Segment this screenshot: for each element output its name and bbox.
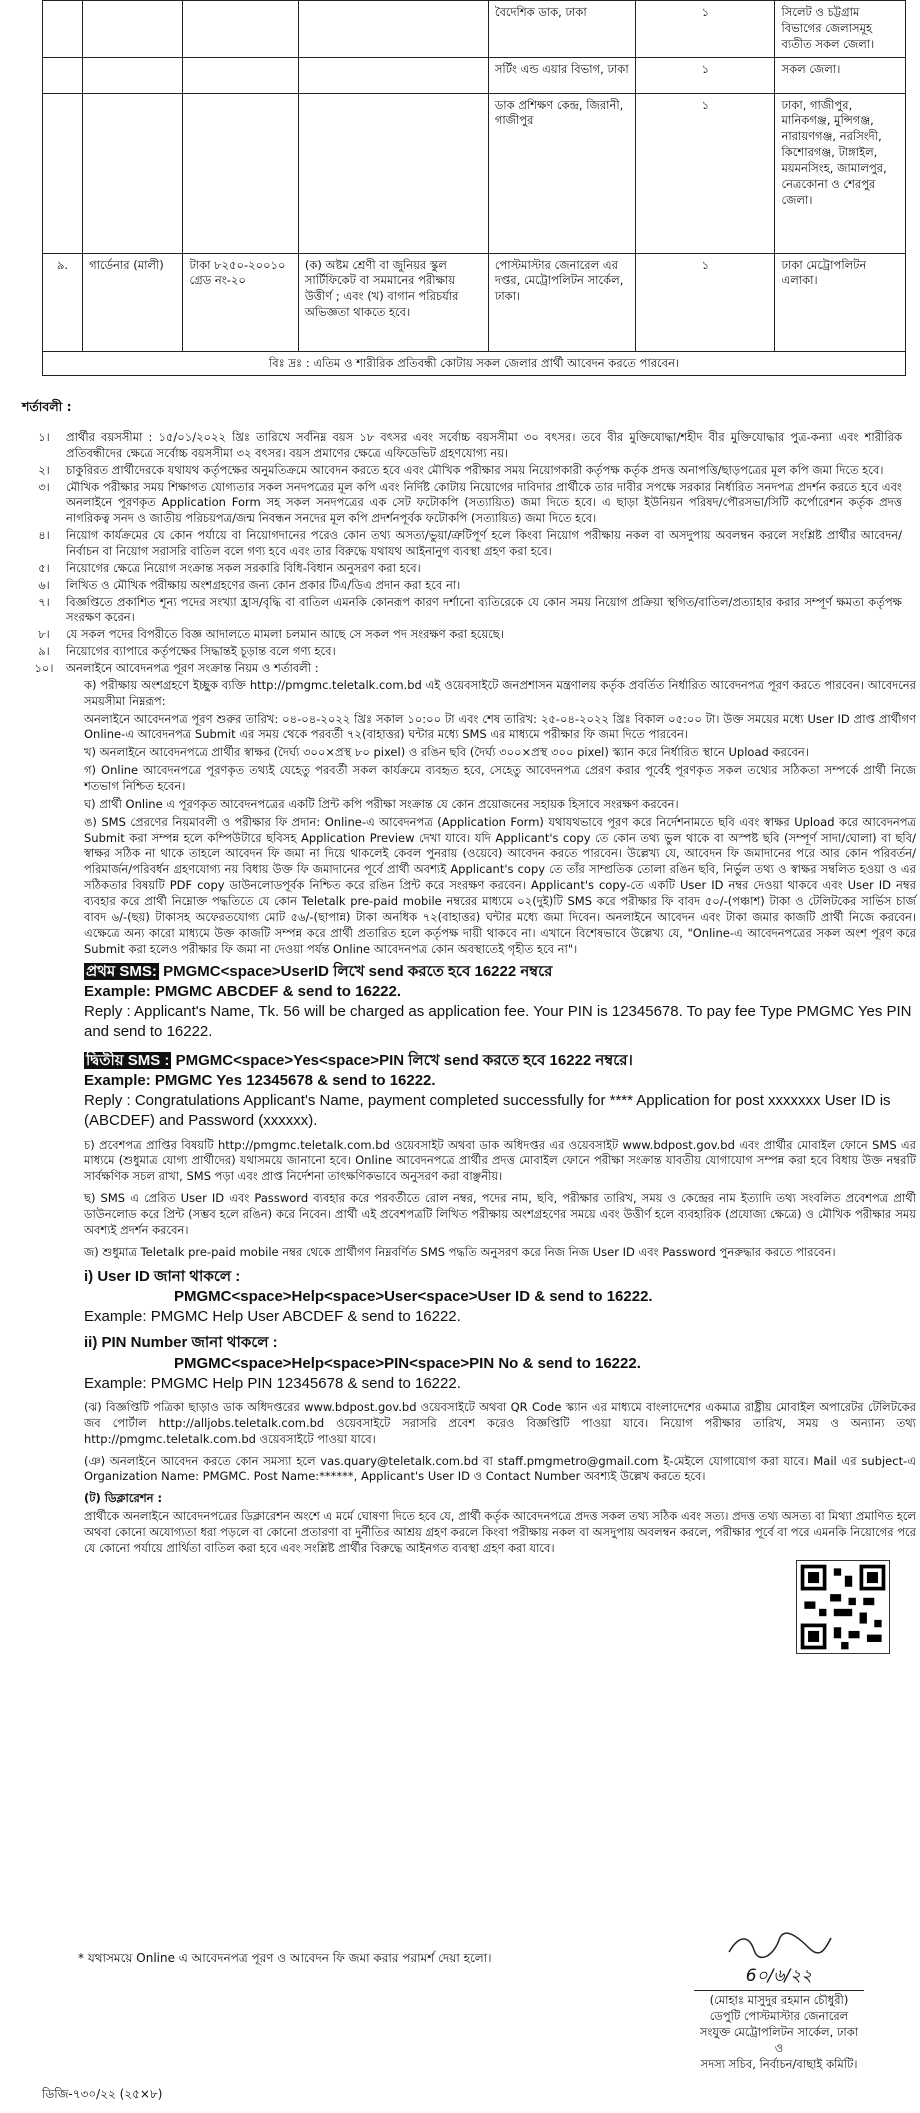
list-item: ১। প্রার্থীর বয়সসীমা : ১৫/০১/২০২২ খ্রিঃ তারিখে সর্বনিম্ন বয়স ১৮ বৎসর এবং সর্বোচ্চ বয়সসীমা ৩০ বৎসর। তবে বীর মুক্তিযোদ্ধা/শহীদ বীর মুক্তিযোদ্ধার পুত্র-কন্যা এবং শারীরিক প্রতিবন্ধীদের ক্ষেত্রে সর্বোচ্চ বয়সসীমা ৩২ বৎসর। বয়স প্রমাণের ক্ষেত্রে এফিডেভিট গ্রহণযোগ্য নয়। <box>38 430 902 460</box>
office-cell: পোস্টমাস্টার জেনারেল এর দপ্তর, মেট্রোপলিটন সার্কেল, ঢাকা। <box>488 253 635 351</box>
list-item: ৭। বিজ্ঞপ্তিতে প্রকাশিত শূন্য পদের সংখ্যা হ্রাস/বৃদ্ধি বা বাতিল এমনকি কোনরূপ কারণ দর্শানো ব্যতিরেকে যে কোন সময় নিয়োগ প্রক্রিয়া স্থগিত/বাতিল/প্রত্যাহার করার সম্পূর্ণ ক্ষমতা কর্তৃপক্ষ সংরক্ষণ করেন। <box>38 594 902 625</box>
signature-block <box>664 1930 894 2073</box>
sub-clause-gha: ঘ) প্রার্থী Online এ পূরণকৃত আবেদনপত্রের একটি প্রিন্ট কপি পরীক্ষা সংক্রান্ত যে কোন প্রয়োজনের সহায়ক হিসাবে সংরক্ষণ করবেন। <box>84 796 679 811</box>
list-item: ৫। নিয়োগের ক্ষেত্রে নিয়োগ সংক্রান্ত সকল সরকারি বিধি-বিধান অনুসরণ করা হবে। <box>38 560 421 575</box>
uid-format: PMGMC<space>Help<space>User<space>User ID & send to 16222. <box>174 1287 653 1305</box>
sms2-reply: Reply : Congratulations Applicant's Name, payment completed successfully for **** Application for post xxxxxxx User ID is (ABCDEF) and Password (xxxxxx). <box>84 1092 891 1130</box>
count-cell: ১ <box>636 1 775 58</box>
table-note: বিঃ দ্রঃ : এতিম ও শারীরিক প্রতিবন্ধী কোটায় সকল জেলার প্রার্থী আবেদন করতে পারবেন। <box>43 351 906 376</box>
sub-clause-nya: (ঞ) অনলাইনে আবেদন করতে কোন সমস্যা হলে vas.quary@teletalk.com.bd বা staff.pmgmetro@gmail.com ই-মেইলে যোগাযোগ করা যাবে। Mail এর subject-এ Organization Name: PMGMC. Post Name:******, Applicant's User ID ও Contact Number অবশ্যই উল্লেখ করতে হবে। <box>84 1453 916 1484</box>
list-item: ১০। অনলাইনে আবেদনপত্র পূরণ সংক্রান্ত নিয়ম ও শর্তাবলী : <box>34 661 319 676</box>
list-item: ৯। নিয়োগের ব্যাপারে কর্তৃপক্ষের সিদ্ধান্তই চূড়ান্ত বলে গণ্য হবে। <box>38 644 336 659</box>
sub-clause-ka: ক) পরীক্ষায় অংশগ্রহণে ইচ্ছুক ব্যক্তি http://pmgmc.teletalk.com.bd এই ওয়েবসাইটে জনপ্রশাসন মন্ত্রণালয় কর্তৃক প্রবর্তিত নির্ধারিত আবেদনপত্র পূরণ করতে পারবেন। আবেদনের সময়সীমা নিম্নরূপ: <box>84 677 916 708</box>
recover-pin <box>84 1333 784 1394</box>
terms-list <box>22 430 916 1557</box>
table-note-row <box>43 351 906 376</box>
declaration-text: প্রার্থীকে অনলাইনে আবেদনপত্রের ডিক্লারেশন অংশে এ মর্মে ঘোষণা দিতে হবে যে, প্রার্থী কর্তৃক আবেদনপত্রে প্রদত্ত সকল তথ্য সঠিক এবং সত্য। প্রদত্ত তথ্য অসত্য বা মিথ্যা প্রমাণিত হলে অথবা কোনো অযোগ্যতা ধরা পড়লে বা কোনো প্রতারণা বা দুর্নীতির আশ্রয় গ্রহণ করলে কিংবা পরীক্ষায় নকল বা অসদুপায় অবলম্বন করলে, পরীক্ষার পূর্বে বা পরে এমনকি নিয়োগের পরে যে কোনো পর্যায়ে প্রার্থিতা বাতিল করা হবে এবং সংশ্লিষ্ট প্রার্থীর বিরুদ্ধে আইনগত ব্যবস্থা গ্রহণ করা যাবে। <box>84 1509 916 1555</box>
sub-clause-ga: গ) Online আবেদনপত্রে পূরণকৃত তথ্যই যেহেতু পরবর্তী সকল কার্যক্রমে ব্যবহৃত হবে, সেহেতু আবেদনপত্র প্রেরণ করার পূর্বেই পূরণকৃত সকল তথ্যের সঠিকতা সম্পর্কে প্রার্থী নিজে শতভাগ নিশ্চিত হবেন। <box>84 763 916 794</box>
sms2-tag: দ্বিতীয় SMS : <box>86 1051 170 1069</box>
document-code: ডিজি-৭৩০/২২ (২৫×৮) <box>42 2087 163 2101</box>
sms1-tag: প্রথম SMS: <box>86 962 157 980</box>
post-cell: গার্ডেনার (মালী) <box>83 253 183 351</box>
sub-clause-uma: ঙ) SMS প্রেরণের নিয়মাবলী ও পরীক্ষার ফি প্রদান: Online-এ আবেদনপত্র (Application Form) যথাযথভাবে পূরণ করে নির্দেশনামতে ছবি এবং স্বাক্ষর Upload করে আবেদনপত্র Submit করা সম্পন্ন হলে কম্পিউটারে ছবিসহ Application Preview দেখা যাবে। যদি Applicant's copy তে কোন তথ্য ভুল থাকে বা অস্পষ্ট ছবি (সম্পূর্ণ সাদা/ঘোলা) বা ছবি/স্বাক্ষর সঠিক না থাকে তাহলে আবেদন ফি জমা না দিয়ে থাকলেই কেবল পুনরায় (ওয়েবে) আবেদন করতে পারবেন। উল্লেখ্য যে, আবেদন ফি জমাদানের পরে আর কোন পরিবর্তন/পরিমার্জন/পরিবর্ধন গ্রহণযোগ্য নয় বিধায় উক্ত ফি জমাদানের পূর্বে প্রার্থী অবশ্যই Applicant's copy তে তাঁর সাম্প্রতিক তোলা রঙিন ছবি, নির্ভুল তথ্য ও স্বাক্ষর সম্বলিত হওয়া ও এর সঠিকতার বিষয়টি PDF copy ডাউনলোডপূর্বক নিশ্চিত করে রঙিন প্রিন্ট করে সংরক্ষণ করবেন। Applicant's copy-তে একটি User ID নম্বর দেওয়া থাকবে এবং User ID নম্বর ব্যবহার করে প্রার্থী নিম্নোক্ত পদ্ধতিতে যে কোন Teletalk pre-paid mobile নম্বরের মাধ্যমে ০২(দুই)টি SMS করে পরীক্ষার ফি বাবদ ৫০/-(পঞ্চাশ) টাকা ও টেলিটকের সার্ভিস চার্জ বাবদ ৬/-(ছয়) টাকাসহ অফেরতযোগ্য মোট ৫৬/-(ছাপান্ন) টাকা অনধিক ৭২(বাহাত্তর) ঘন্টার মধ্যে জমা দিবেন। অনলাইনে আবেদন এবং টাকা জমার কাজটি প্রার্থী নিজে করবেন। এক্ষেত্রে অন্য কারো মাধ্যমে উক্ত কাজটি সম্পন্ন করে প্রার্থী প্রতারিত হলে কর্তৃপক্ষ দায়ী থাকবে না। এখানে বিশেষভাবে উল্লেখ্য যে, "Online-এ আবেদনপত্রের সকল অংশ পূরণ করে Submit করা হলেও পরীক্ষার ফি জমা না দেওয়া পর্যন্ত Online আবেদনপত্র কোন অবস্থাতেই গৃহীত হবে না"। <box>84 814 916 956</box>
recover-user-id <box>84 1267 784 1328</box>
sub-clause-jha: (ঝ) বিজ্ঞপ্তিটি পত্রিকা ছাড়াও ডাক অধিদপ্তরের www.bdpost.gov.bd ওয়েবসাইটে অথবা QR Code স্ক্যান এর মাধ্যমে বাংলাদেশের একমাত্র রাষ্ট্রীয় মোবাইল অপারেটর টেলিটকের জব পোর্টাল http://alljobs.teletalk.com.bd ওয়েবসাইটে সরাসরি প্রবেশ করেও বিজ্ঞপ্তিটি পাওয়া যাবে। নিয়োগ পরীক্ষার তারিখ, সময় ও অন্যান্য তথ্য http://pmgmc.teletalk.com.bd ওয়েবসাইটে পাওয়া যাবে। <box>84 1400 916 1446</box>
count-cell: ১ <box>636 57 775 93</box>
declaration-heading: (ট) ডিক্লারেশন : <box>84 1491 163 1506</box>
district-cell: সকল জেলা। <box>775 57 906 93</box>
sub-clause-chha: ছ) SMS এ প্রেরিত User ID এবং Password ব্যবহার করে পরবর্তীতে রোল নম্বর, পদের নাম, ছবি, পরীক্ষার তারিখ, সময় ও কেন্দ্রের নাম ইত্যাদি তথ্য সংবলিত প্রবেশপত্র প্রার্থী ডাউনলোড করে প্রিন্ট (সম্ভব হলে রঙিন) করে নিবেন। প্রার্থী এই প্রবেশপত্রটি লিখিত পরীক্ষায় অংশগ্রহণের সময়ে এবং উত্তীর্ণ হলে ব্যবহারিক (প্রযোজ্য ক্ষেত্রে) ও মৌখিক পরীক্ষার সময় অবশ্যই প্রদর্শন করবেন। <box>84 1191 916 1237</box>
office-cell: ডাক প্রশিক্ষণ কেন্দ্র, জিরানী, গাজীপুর <box>488 93 635 253</box>
office-cell: বৈদেশিক ডাক, ঢাকা <box>488 1 635 58</box>
count-cell: ১ <box>636 253 775 351</box>
list-item: ৪। নিয়োগ কার্যক্রমের যে কোন পর্যায়ে বা নিয়োগদানের পরেও কোন তথ্য অসত্য/ভুয়া/ত্রুটিপূর্ণ হলে কিংবা নিয়োগ পরীক্ষায় নকল বা অসদুপায় অবলম্বন করলে সংশ্লিষ্ট প্রার্থীর আবেদন/নির্বাচন বা নিয়োগ সরাসরি বাতিল বলে গণ্য হবে এবং তার বিরুদ্ধে যথাযথ আইনানুগ ব্যবস্থা গ্রহণ করা হবে। <box>38 528 902 559</box>
sub-clause-cha: চ) প্রবেশপত্র প্রাপ্তির বিষয়টি http://pmgmc.teletalk.com.bd ওয়েবসাইট অথবা ডাক অধিদপ্তর এর ওয়েবসাইট www.bdpost.gov.bd এবং প্রার্থীর মোবাইল ফোনে SMS এর মাধ্যমে (শুধুমাত্র যোগ্য প্রার্থীদের) যথাসময়ে জানানো হবে। Online আবেদনপত্রে প্রার্থীর প্রদত্ত মোবাইল ফোনে পরীক্ষা সংক্রান্ত যাবতীয় যোগাযোগ সম্পন্ন করা হবে বিধায় উক্ত নম্বরটি সার্বক্ষণিক সচল রাখা, SMS পড়া এবং প্রাপ্ত নির্দেশনা তাৎক্ষণিকভাবে অনুসরণ করা বাঞ্ছনীয়। <box>84 1137 916 1184</box>
sub-clause-ja: জ) শুধুমাত্র Teletalk pre-paid mobile নম্বর থেকে প্রার্থীগণ নিম্নবর্ণিত SMS পদ্ধতি অনুসরণ করে নিজ নিজ User ID এবং Password পুনরুদ্ধার করতে পারবেন। <box>84 1244 836 1259</box>
sms2-block <box>84 1051 916 1132</box>
table-row <box>43 93 906 253</box>
table-row <box>43 1 906 58</box>
pay-cell: টাকা ৮২৫০-২০০১০ গ্রেড নং-২০ <box>183 253 298 351</box>
list-item: ৮। যে সকল পদের বিপরীতে বিজ্ঞ আদালতে মামলা চলমান আছে সে সকল পদ সংরক্ষণ করা হয়েছে। <box>38 627 504 642</box>
sms2-format: PMGMC<space>Yes<space>PIN লিখে send করতে হবে 16222 নম্বরে। <box>175 1051 633 1069</box>
signature-date: 6০/৬/২২ <box>745 1965 813 1986</box>
signatory-designation: ডেপুটি পোস্টমাস্টার জেনারেল <box>709 2009 849 2024</box>
sub-clause-kha: খ) অনলাইনে আবেদনপত্রে প্রার্থীর স্বাক্ষর (দৈর্ঘ্য ৩০০×প্রস্থ ৮০ pixel) ও রঙিন ছবি (দৈর্ঘ্য ৩০০×প্রস্থ ৩০০ pixel) স্ক্যান করে নির্ধারিত স্থানে Upload করবেন। <box>84 745 809 760</box>
list-item: ২। চাকুরিরত প্রার্থীদেরকে যথাযথ কর্তৃপক্ষের অনুমতিক্রমে আবেদন করতে হবে এবং মৌখিক পরীক্ষার সময় নিয়োগকারী কর্তৃপক্ষ কর্তৃক প্রদত্ত অনাপত্তি/ছাড়পত্রের মূল কপি জমা দিতে হবে। <box>38 462 884 477</box>
serial-cell: ৯. <box>43 253 83 351</box>
signature-icon <box>719 1930 839 1960</box>
count-cell: ১ <box>636 93 775 253</box>
district-cell: সিলেট ও চট্টগ্রাম বিভাগের জেলাসমূহ ব্যতীত সকল জেলা। <box>775 1 906 58</box>
table-row <box>43 253 906 351</box>
sub-clause-ka-dates: অনলাইনে আবেদনপত্র পূরণ শুরুর তারিখ: ০৪-০৪-২০২২ খ্রিঃ সকাল ১০:০০ টা এবং শেষ তারিখ: ২৫-০৪-২০২২ খ্রিঃ বিকাল ০৫:০০ টা। উক্ত সময়ের মধ্যে User ID প্রাপ্ত প্রার্থীগণ Online-এ আবেদনপত্র Submit এর সময় থেকে পরবর্তী ৭২(বাহাত্তর) ঘন্টার মধ্যে SMS এর মাধ্যমে পরীক্ষার ফি জমা দিতে পারবেন। <box>84 711 916 742</box>
sms1-example: Example: PMGMC ABCDEF & send to 16222. <box>84 982 402 1000</box>
office-cell: সর্টিং এন্ড এয়ার বিভাগ, ঢাকা <box>488 57 635 93</box>
table-row <box>43 57 906 93</box>
sms1-block <box>84 962 916 1043</box>
uid-example: Example: PMGMC Help User ABCDEF & send to 16222. <box>84 1308 461 1326</box>
district-cell: ঢাকা মেট্রোপলিটন এলাকা। <box>775 253 906 351</box>
district-cell: ঢাকা, গাজীপুর, মানিকগঞ্জ, মুন্সিগঞ্জ, নারায়ণগঞ্জ, নরসিংদী, কিশোরগঞ্জ, টাঙ্গাইল, ময়মনসিংহ, জামালপুর, নেত্রকোনা ও শেরপুর জেলা। <box>775 93 906 253</box>
sms1-format: PMGMC<space>UserID লিখে send করতে হবে 16222 নম্বরে <box>163 962 553 980</box>
list-item: ৩। মৌখিক পরীক্ষার সময় শিক্ষাগত যোগ্যতার সকল সনদপত্রের মূল কপি এবং নির্দিষ্ট কোটায় নিয়োগের দাবিদার প্রার্থীকে তার দাবীর সপক্ষে সরকার নির্ধারিত সনদপত্র প্রদর্শন করতে হবে এবং অনলাইনে পূরণকৃত Application Form সহ সকল সনদপত্রের এক সেট ফটোকপি (সত্যায়িত) জমা দিতে হবে। এ ছাড়া ইউনিয়ন পরিষদ/পৌরসভা/সিটি কর্পোরেশন কর্তৃক প্রদত্ত নাগরিকত্ব সনদ ও জাতীয় পরিচয়পত্র/জন্ম নিবন্ধন সনদের মূল কপি প্রদর্শনপূর্বক ফটোকপি (সত্যায়িত) জমা দিতে হবে। <box>38 479 902 526</box>
posts-table <box>42 0 906 376</box>
list-item: ৬। লিখিত ও মৌখিক পরীক্ষায় অংশগ্রহণের জন্য কোন প্রকার টিএ/ডিএ প্রদান করা হবে না। <box>38 577 461 592</box>
footnote: * যথাসময়ে Online এ আবেদনপত্র পূরণ ও আবেদন ফি জমা করার পরামর্শ দেয়া হলো। <box>78 1951 492 1965</box>
terms-title: শর্তাবলী : <box>22 399 72 414</box>
qualification-cell: (ক) অষ্টম শ্রেণী বা জুনিয়র স্কুল সার্টিফিকেট বা সমমানের পরীক্ষায় উত্তীর্ণ ; এবং (খ) বাগান পরিচর্যার অভিজ্ঞতা থাকতে হবে। <box>298 253 488 351</box>
signatory-conj: ও <box>774 2040 784 2055</box>
uid-heading: i) User ID জানা থাকলে : <box>84 1267 241 1285</box>
signatory-office: সংযুক্ত মেট্রোপলিটন সার্কেল, ঢাকা <box>699 2025 859 2040</box>
pin-heading: ii) PIN Number জানা থাকলে : <box>84 1334 278 1352</box>
sms1-reply: Reply : Applicant's Name, Tk. 56 will be charged as application fee. Your PIN is 12345678. To pay fee Type PMGMC Yes PIN and send to 16222. <box>84 1003 912 1041</box>
sms2-example: Example: PMGMC Yes 12345678 & send to 16222. <box>84 1071 436 1089</box>
qr-code-icon <box>796 1560 890 1654</box>
signatory-committee: সদস্য সচিব, নির্বাচন/বাছাই কমিটি। <box>700 2056 858 2071</box>
pin-example: Example: PMGMC Help PIN 12345678 & send to 16222. <box>84 1374 461 1392</box>
signatory-name: (মোহাঃ মাসুদুর রহমান চৌধুরী) <box>694 1990 864 2009</box>
pin-format: PMGMC<space>Help<space>PIN<space>PIN No & send to 16222. <box>174 1354 641 1372</box>
